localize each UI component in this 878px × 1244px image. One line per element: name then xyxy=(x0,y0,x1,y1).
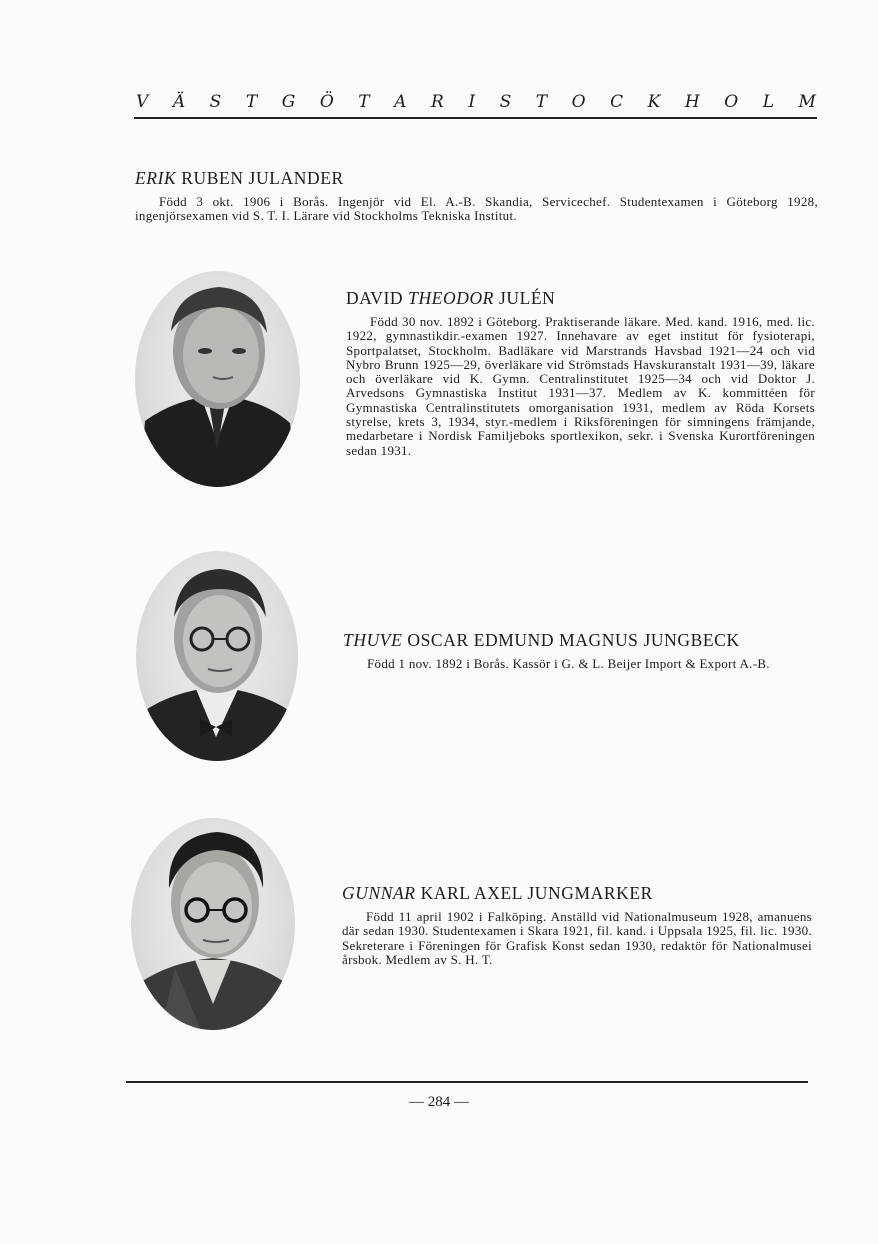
entry-text: Född 11 april 1902 i Falköping. Anställd vid Nationalmuseum 1928, amanuens där sedan 1930. Studentexamen i Skara 1921, fil. kand. i Uppsala 1925, fil. lic. 1930. Sekreterare i Föreningen för Grafisk Konst sedan 1930, redaktör för Nationalmusei årsbok. Medlem av S. H. T. xyxy=(342,909,812,967)
biography-entry xyxy=(342,883,812,967)
first-name: DAVID xyxy=(346,288,409,308)
running-head-letter: M xyxy=(798,92,816,112)
biography-entry xyxy=(343,630,813,671)
surname: OSCAR EDMUND MAGNUS JUNGBECK xyxy=(402,630,740,650)
portrait-photo xyxy=(131,818,295,1030)
given-name: THEODOR xyxy=(408,288,494,308)
surname: KARL AXEL JUNGMARKER xyxy=(415,883,653,903)
portrait-photo xyxy=(135,271,300,487)
given-name: THUVE xyxy=(343,630,403,650)
running-head-letter: T xyxy=(245,92,258,112)
running-head-letter: Ä xyxy=(172,92,186,112)
entry-text: Född 30 nov. 1892 i Göteborg. Praktiserande läkare. Med. kand. 1916, med. lic. 1922, gymnastikdir.-examen 1927. Innehavare av eget institut för fysioterapi, Sportpalatset, Stockholm. Badläkare vid Marstrands Havsbad 1921—24 och vid Nybro Brunn 1925—29, överläkare vid Strömstads Havskuranstalt 1931—39, läkare och överläkare vid K. Gymn. Centralinstitutet 1925—34 och vid Doktor J. Arvedsons Gymnastiska Institut 1931—37. Medlem av K. kommittéen för Gymnastiska Centralinstitutets omorganisation 1931, medlem av Röda Korsets styrelse, krets 3, 1934, styr.-medlem i Riksföreningen för simningens främjande, medarbetare i Nordisk Familjeboks sportlexikon, sekr. i Svenska Kurortföreningen sedan 1931. xyxy=(346,314,815,458)
surname: JULÉN xyxy=(493,288,556,308)
entry-name xyxy=(135,168,818,189)
running-head-letter: T xyxy=(535,92,548,112)
footer-rule xyxy=(126,1081,808,1083)
biography-entry xyxy=(135,168,818,224)
running-head-letter: A xyxy=(394,92,407,112)
header-rule xyxy=(134,117,817,119)
running-head-letter: T xyxy=(358,92,370,112)
running-head-letter: O xyxy=(571,92,586,112)
running-head-letter: L xyxy=(762,92,774,112)
entry-name xyxy=(343,630,813,651)
running-head-letter: V xyxy=(136,92,149,112)
portrait-photo xyxy=(136,551,298,761)
running-head-letter: K xyxy=(647,92,661,112)
running-head-letter: C xyxy=(610,92,624,112)
running-head xyxy=(136,92,816,112)
running-head-letter: S xyxy=(209,92,222,112)
surname: RUBEN JULANDER xyxy=(176,168,344,188)
entry-text: Född 3 okt. 1906 i Borås. Ingenjör vid El. A.-B. Skandia, Servicechef. Studentexamen i Göteborg 1928, ingenjörsexamen vid S. T. I. Lärare vid Stockholms Tekniska Institut. xyxy=(135,194,818,224)
entry-name xyxy=(342,883,812,904)
running-head-letter: O xyxy=(724,92,739,112)
given-name: ERIK xyxy=(135,168,177,188)
biography-entry xyxy=(346,288,815,458)
running-head-letter: R xyxy=(430,92,444,112)
entry-name xyxy=(346,288,815,309)
given-name: GUNNAR xyxy=(342,883,416,903)
running-head-letter: H xyxy=(684,92,700,112)
entry-text: Född 1 nov. 1892 i Borås. Kassör i G. & L. Beijer Import & Export A.-B. xyxy=(367,656,770,671)
running-head-letter: I xyxy=(468,92,476,112)
running-head-letter: S xyxy=(499,92,512,112)
running-head-letter: Ö xyxy=(319,92,334,112)
running-head-letter: G xyxy=(281,92,296,112)
page-number: — 284 — xyxy=(409,1094,469,1110)
